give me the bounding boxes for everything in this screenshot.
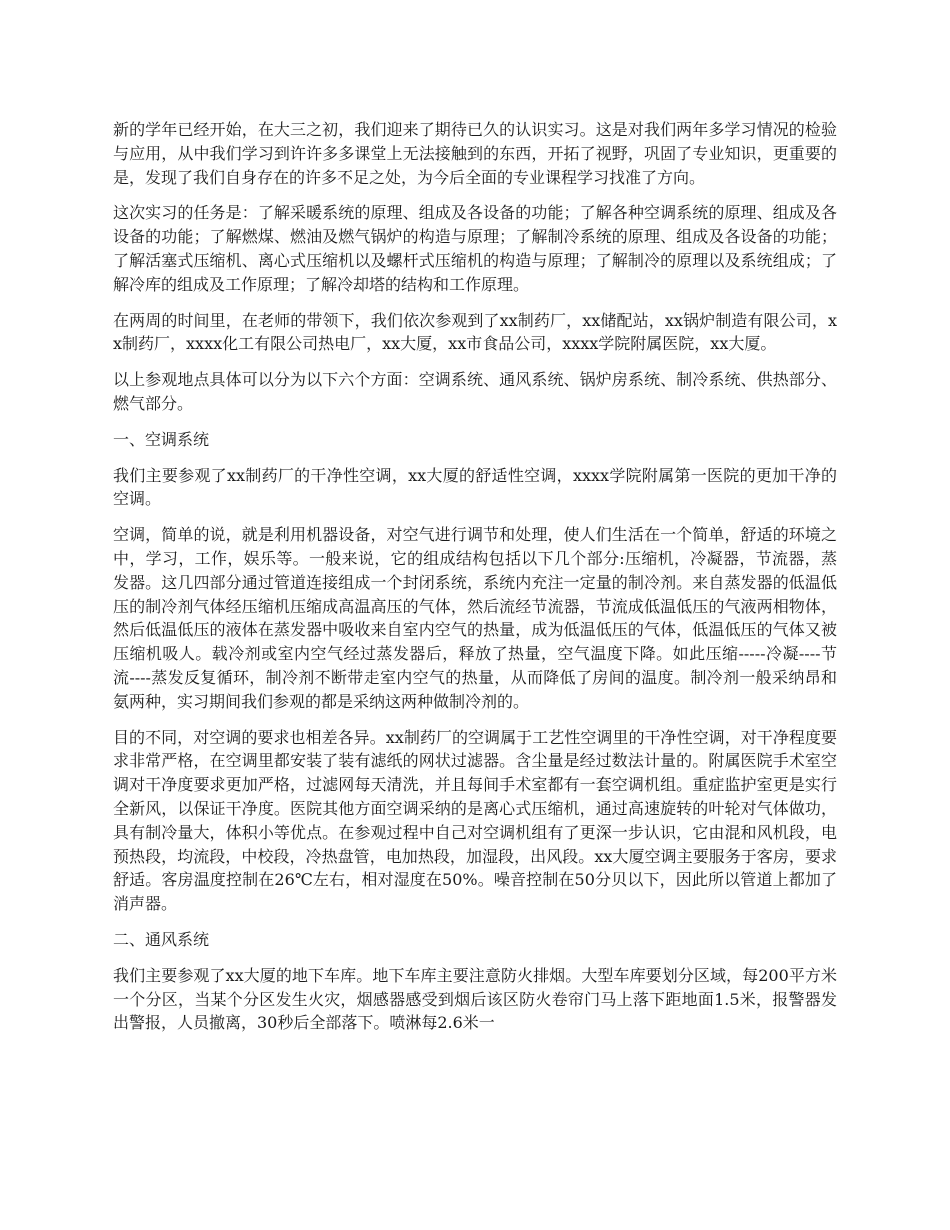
document-page: [113, 118, 837, 1047]
section-heading-air-conditioning: 一、空调系统: [113, 429, 210, 449]
paragraph-ac-requirements: 目的不同，对空调的要求也相差各异。xx制药厂的空调属于工艺性空调里的干净性空调，对干净程度要求非常严格，在空调里都安装了装有滤纸的网状过滤器。含尘量是经过数法计量的。附属医院手术室空调对干净度要求更加严格，过滤网每天清洗，并且每间手术室都有一套空调机组。重症监护室更是实行全新风，以保证干净度。医院其他方面空调采纳的是离心式压缩机，通过高速旋转的叶轮对气体做功，具有制冷量大，体积小等优点。在参观过程中自己对空调机组有了更深一步认识，它由混和风机段，电预热段，均流段，中校段，冷热盘管，电加热段，加湿段，出风段。xx大厦空调主要服务于客房，要求舒适。客房温度控制在26℃左右，相对湿度在50%。噪音控制在50分贝以下，因此所以管道上都加了消声器。: [113, 727, 837, 914]
section-heading-ventilation: 二、通风系统: [113, 929, 210, 949]
paragraph-intro: 新的学年已经开始，在大三之初，我们迎来了期待已久的认识实习。这是对我们两年多学习情况的检验与应用，从中我们学习到许许多多课堂上无法接触到的东西，开拓了视野，巩固了专业知识，更重要的是，发现了我们自身存在的许多不足之处，为今后全面的专业课程学习找准了方向。: [113, 120, 837, 187]
paragraph-tasks: 这次实习的任务是：了解采暖系统的原理、组成及各设备的功能；了解各种空调系统的原理、组成及各设备的功能；了解燃煤、燃油及燃气锅炉的构造与原理；了解制冷系统的原理、组成及各设备的功能；了解活塞式压缩机、离心式压缩机以及螺杆式压缩机的构造与原理；了解制冷的原理以及系统组成；了解冷库的组成及工作原理；了解冷却塔的结构和工作原理。: [113, 203, 837, 294]
paragraph-visits: 在两周的时间里，在老师的带领下，我们依次参观到了xx制药厂，xx储配站，xx锅炉制造有限公司，xx制药厂，xxxx化工有限公司热电厂，xx大厦，xx市食品公司，xxxx学院附属医院，xx大厦。: [113, 310, 837, 354]
paragraph-ac-principle: 空调，简单的说，就是利用机器设备，对空气进行调节和处理，使人们生活在一个简单，舒适的环境之中，学习，工作，娱乐等。一般来说，它的组成结构包括以下几个部分:压缩机，冷凝器，节流器，蒸发器。这几四部分通过管道连接组成一个封闭系统，系统内充注一定量的制冷剂。来自蒸发器的低温低压的制冷剂气体经压缩机压缩成高温高压的气体，然后流经节流器，节流成低温低压的气液两相物体，然后低温低压的液体在蒸发器中吸收来自室内空气的热量，成为低温低压的气体，低温低压的气体又被压缩机吸人。载冷剂或室内空气经过蒸发器后，释放了热量，空气温度下降。如此压缩-----冷凝----节流----蒸发反复循环，制冷剂不断带走室内空气的热量，从而降低了房间的温度。制冷剂一般采纳昂和氨两种，实习期间我们参观的都是采纳这两种做制冷剂的。: [113, 525, 837, 711]
paragraph-ventilation: 我们主要参观了xx大厦的地下车库。地下车库主要注意防火排烟。大型车库要划分区域，每200平方米一个分区，当某个分区发生火灾，烟感器感受到烟后该区防火卷帘门马上落下距地面1.5米，报警器发出警报，人员撤离，30秒后全部落下。喷淋每2.6米一: [113, 965, 837, 1033]
paragraph-ac-visits: 我们主要参观了xx制药厂的干净性空调，xx大厦的舒适性空调，xxxx学院附属第一医院的更加干净的空调。: [113, 465, 837, 509]
paragraph-categories: 以上参观地点具体可以分为以下六个方面：空调系统、通风系统、锅炉房系统、制冷系统、供热部分、燃气部分。: [113, 370, 837, 413]
